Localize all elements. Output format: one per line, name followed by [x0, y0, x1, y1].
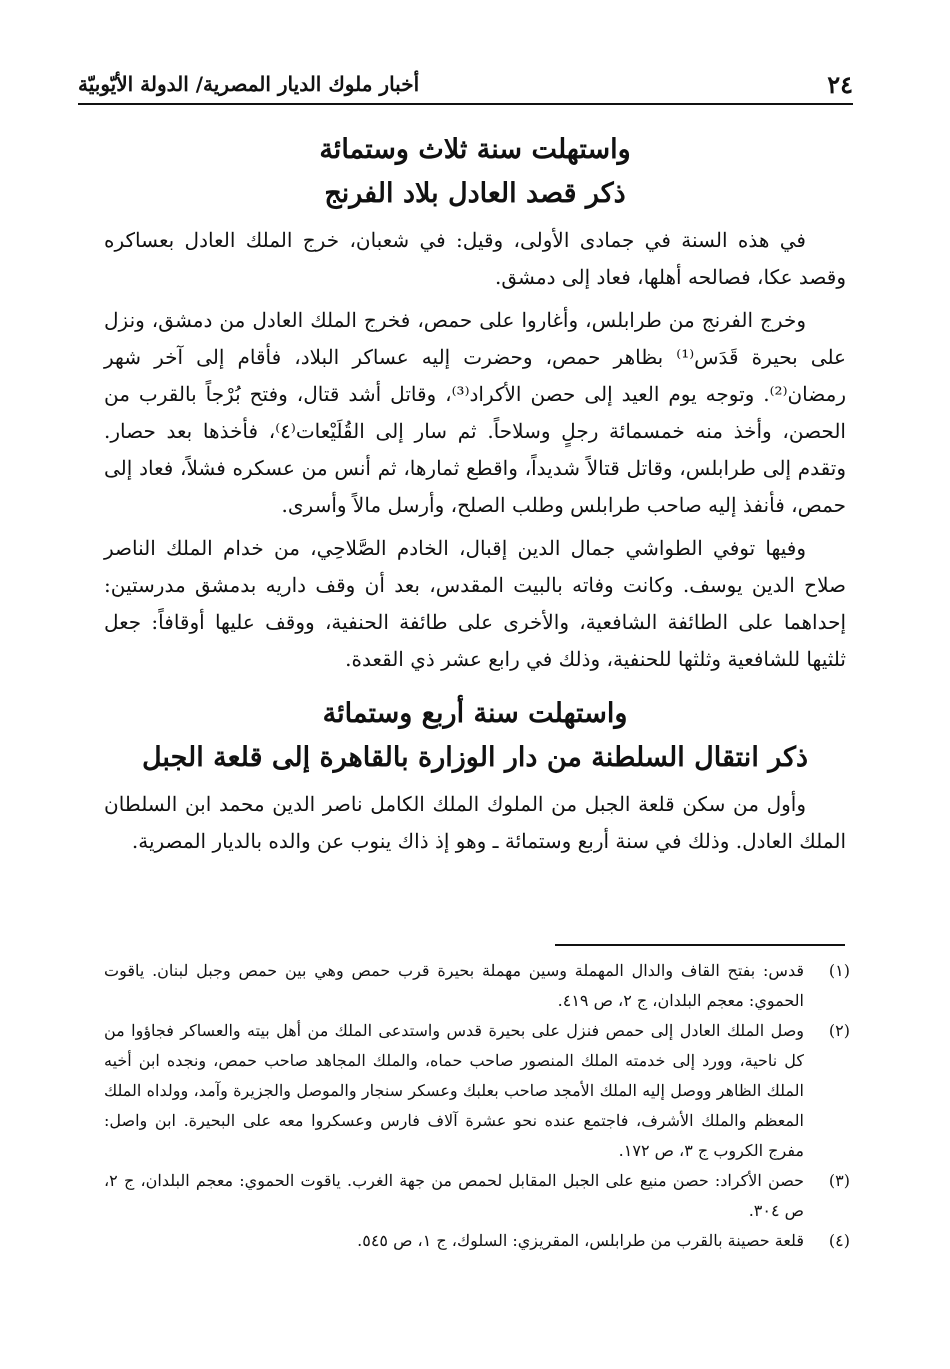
- footnote-number: (٤): [828, 1231, 850, 1250]
- footnote: [104, 1226, 850, 1256]
- topic-heading: ذكر قصد العادل بلاد الفرنج: [324, 178, 626, 209]
- footnote-number: (٢): [828, 1021, 850, 1040]
- footnote-text: وصل الملك العادل إلى حمص فنزل على بحيرة قدس واستدعى الملك من أهل بيته والعساكر فجاؤوا من كل ناحية، وورد إلى خدمته الملك المنصور صاحب حماه، والملك المجاهد صاحب حمص، ونجده ابن أخيه الملك الظاهر ووصل إليه الملك الأمجد صاحب بعلبك وعسكر سنجار والموصل والجزيرة وآمد، وولداه الملك المعظم والملك الأشرف، فاجتمع عنده نحو عشرة آلاف فارس وعسكروا معه على البحيرة. ابن واصل: مفرج الكروب ج ٣، ص ١٧٢.: [104, 1021, 804, 1160]
- topic-heading: ذكر انتقال السلطنة من دار الوزارة بالقاهرة إلى قلعة الجبل: [141, 742, 808, 773]
- page-number: ٢٤: [827, 69, 853, 99]
- year-heading: واستهلت سنة أربع وستمائة: [322, 698, 628, 729]
- paragraph: وأول من سكن قلعة الجبل من الملوك الملك الكامل ناصر الدين محمد ابن السلطان الملك العادل. وذلك في سنة أربع وستمائة ـ وهو إذ ذاك ينوب عن والده بالديار المصرية.: [104, 792, 846, 853]
- running-title: أخبار ملوك الديار المصرية/ الدولة الأيّوبيّة: [78, 72, 420, 96]
- header-rule: [78, 103, 853, 105]
- year-heading: واستهلت سنة ثلاث وستمائة: [319, 134, 631, 165]
- paragraph: وخرج الفرنج من طرابلس، وأغاروا على حمص، فخرج الملك العادل من دمشق، ونزل على بحيرة قَدَس⁽¹⁾ بظاهر حمص، وحضرت إليه عساكر البلاد، فأقام إلى آخر شهر رمضان⁽²⁾. وتوجه يوم العيد إلى حصن الأكراد⁽³⁾، وقاتل أشد قتال، وفتح بُرْجاً بالقرب من الحصن، وأخذ منه خمسمائة رجلٍ وسلاحاً. ثم سار إلى القُلَيْعات⁽٤⁾، فأخذها بعد حصار. وتقدم إلى طرابلس، وقاتل قتالاً شديداً، واقطع ثمارها، ثم أنس من عسكره فشلاً، فعاد إلى حمص، فأنفذ إليه صاحب طرابلس وطلب الصلح، وأرسل مالاً وأسرى.: [104, 308, 846, 517]
- main-text: [104, 128, 846, 860]
- footnotes: [104, 956, 850, 1256]
- footnote-number: (٣): [828, 1171, 850, 1190]
- footnote-text: قدس: بفتح القاف والدال المهملة وسين مهملة بحيرة قرب حمص وهي بين حمص وجبل لبنان. ياقوت الحموي: معجم البلدان، ج ٢، ص ٤١٩.: [104, 961, 805, 1010]
- paragraph: في هذه السنة في جمادى الأولى، وقيل: في شعبان، خرج الملك العادل بعساكره وقصد عكا، فصالحه أهلها، فعاد إلى دمشق.: [104, 228, 846, 289]
- footnote-text: حصن الأكراد: حصن منيع على الجبل المقابل لحمص من جهة الغرب. ياقوت الحموي: معجم البلدان، ج ٢، ص ٣٠٤.: [104, 1171, 804, 1220]
- footnote-rule: [555, 944, 845, 946]
- footnote-text: قلعة حصينة بالقرب من طرابلس، المقريزي: السلوك، ج ١، ص ٥٤٥.: [357, 1231, 804, 1250]
- footnote-number: (١): [828, 961, 850, 980]
- footnote: [104, 956, 850, 1016]
- paragraph: وفيها توفي الطواشي جمال الدين إقبال، الخادم الصَّلاحِي، من خدام الملك الناصر صلاح الدين يوسف. وكانت وفاته بالبيت المقدس، بعد أن وقف داريه بدمشق مدرستين: إحداهما على الطائفة الشافعية، والأخرى على طائفة الحنفية، ووقف عليها أوقافاً: جعل ثلثيها للشافعية وثلثها للحنفية، وذلك في رابع عشر ذي القعدة.: [104, 536, 846, 671]
- footnote: [104, 1016, 850, 1166]
- running-header: [78, 64, 853, 104]
- footnote: [104, 1166, 850, 1226]
